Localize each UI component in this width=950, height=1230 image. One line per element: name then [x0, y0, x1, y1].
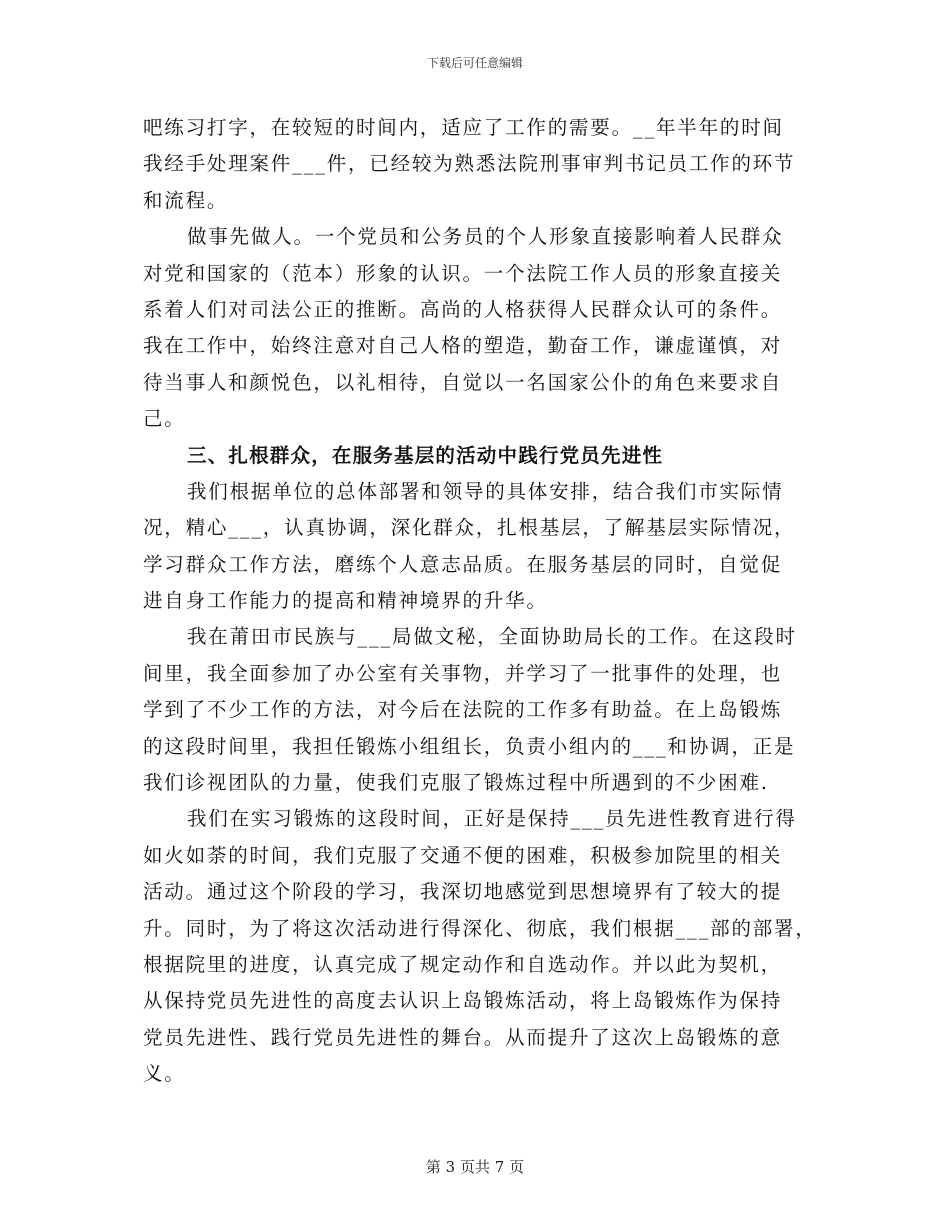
- paragraph-start-line: 我们在实习锻炼的这段时间，正好是保持___员先进性教育进行得: [187, 807, 797, 831]
- text-line: 义。: [143, 1062, 186, 1086]
- text-line: 和流程。: [143, 188, 229, 212]
- paragraph-start-line: 做事先做人。一个党员和公务员的个人形象直接影响着人民群众: [187, 225, 784, 249]
- text-line: 如火如荼的时间，我们克服了交通不便的困难，积极参加院里的相关: [143, 843, 783, 867]
- text-line: 待当事人和颜悦色，以礼相待，自觉以一名国家公仆的角色来要求自: [143, 370, 783, 394]
- text-line: 学到了不少工作的方法，对今后在法院的工作多有助益。在上岛锻炼: [143, 698, 783, 722]
- text-line: 我经手处理案件___件，已经较为熟悉法院刑事审判书记员工作的环节: [143, 152, 796, 176]
- text-line: 学习群众工作方法，磨练个人意志品质。在服务基层的同时，自觉促: [143, 552, 783, 576]
- text-line: 我在工作中，始终注意对自己人格的塑造，勤奋工作，谦虚谨慎，对: [143, 334, 783, 358]
- text-line: 对党和国家的（范本）形象的认识。一个法院工作人员的形象直接关: [143, 261, 783, 285]
- text-line: 己。: [143, 407, 186, 431]
- text-line: 根据院里的进度，认真完成了规定动作和自选动作。并以此为契机，: [143, 952, 783, 976]
- page-footer: 第 3 页共 7 页: [425, 1158, 525, 1176]
- section-heading: 三、扎根群众，在服务基层的活动中践行党员先进性: [187, 443, 664, 467]
- document-body: [143, 110, 817, 1093]
- paragraph-start-line: 我在莆田市民族与___局做文秘，全面协助局长的工作。在这段时: [187, 625, 797, 649]
- text-line: 活动。通过这个阶段的学习，我深切地感觉到思想境界有了较大的提: [143, 880, 783, 904]
- text-line: 我们诊视团队的力量，使我们克服了锻炼过程中所遇到的不少困难.: [143, 771, 769, 795]
- text-line: 系着人们对司法公正的推断。高尚的人格获得人民群众认可的条件。: [143, 297, 783, 321]
- page-header: 下载后可任意编辑: [426, 56, 523, 70]
- text-line: 况，精心___，认真协调，深化群众，扎根基层，了解基层实际情况，: [143, 516, 796, 540]
- text-line: 的这段时间里，我担任锻炼小组组长，负责小组内的___和协调，正是: [143, 734, 796, 758]
- paragraph-start-line: 我们根据单位的总体部署和领导的具体安排，结合我们市实际情: [187, 479, 784, 503]
- text-line: 从保持党员先进性的高度去认识上岛锻炼活动，将上岛锻炼作为保持: [143, 989, 783, 1013]
- text-line: 吧练习打字，在较短的时间内，适应了工作的需要。__年半年的时间: [143, 116, 784, 139]
- text-line: 党员先进性、践行党员先进性的舞台。从而提升了这次上岛锻炼的意: [143, 1025, 783, 1049]
- text-line: 升。同时，为了将这次活动进行得深化、彻底，我们根据___部的部署，: [143, 916, 817, 940]
- text-line: 间里，我全面参加了办公室有关事物，并学习了一批事件的处理，也: [143, 661, 783, 685]
- text-line: 进自身工作能力的提高和精神境界的升华。: [143, 589, 548, 613]
